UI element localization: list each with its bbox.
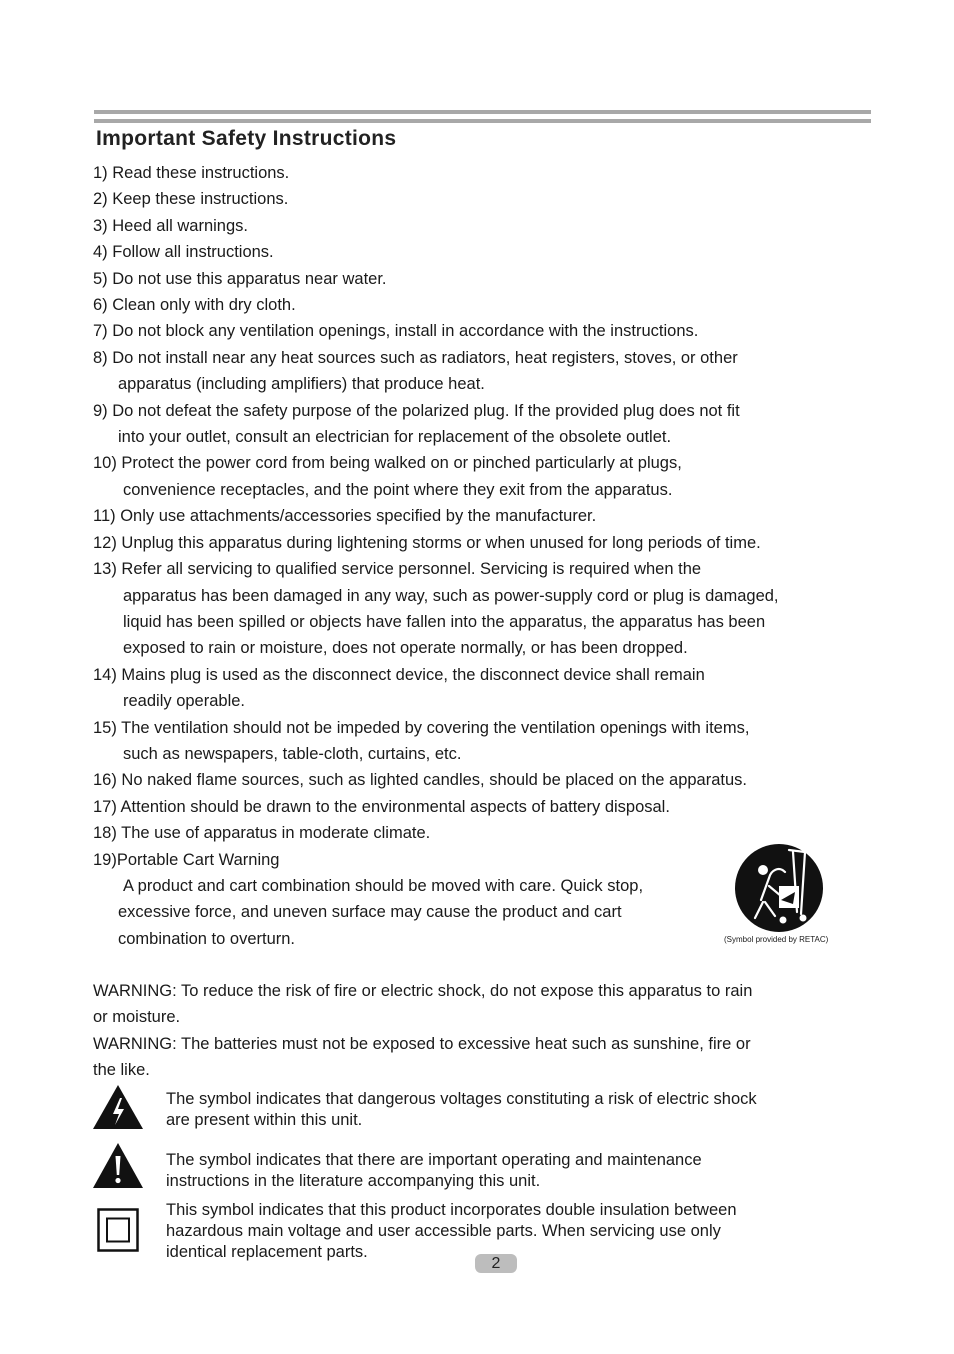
instruction-item: 5) Do not use this apparatus near water. [93, 269, 387, 288]
instruction-item: 1) Read these instructions. [93, 164, 290, 182]
instruction-item: 15) The ventilation should not be impeded by covering the ventilation openings with items, [93, 718, 750, 737]
warning-line: or moisture. [93, 1008, 181, 1027]
instruction-item: 12) Unplug this apparatus during lightening storms or when unused for long periods of time. [93, 533, 761, 552]
instruction-item: 17) Attention should be drawn to the environmental aspects of battery disposal. [93, 797, 670, 816]
warning-line: WARNING: To reduce the risk of fire or electric shock, do not expose this apparatus to rain [93, 982, 753, 1000]
symbol-text-line: instructions in the literature accompanying this unit. [166, 1172, 541, 1190]
symbol-text-line: hazardous main voltage and user accessible parts. When servicing use only [166, 1222, 721, 1240]
symbol-text-line: The symbol indicates that dangerous voltages constituting a risk of electric shock [166, 1090, 757, 1108]
instruction-item: 7) Do not block any ventilation openings, install in accordance with the instructions. [93, 322, 699, 341]
lightning-triangle-icon [92, 1084, 144, 1130]
instruction-list [93, 160, 883, 873]
instruction-item: 16) No naked flame sources, such as lighted candles, should be placed on the apparatus. [93, 771, 747, 790]
symbol-text-line: are present within this unit. [166, 1111, 363, 1129]
instruction-item: 11) Only use attachments/accessories specified by the manufacturer. [93, 507, 597, 526]
cart-symbol-caption: (Symbol provided by RETAC) [724, 935, 829, 944]
instruction-continuation: such as newspapers, table-cloth, curtains, etc. [123, 744, 462, 763]
cart-warning-text [118, 873, 738, 952]
instruction-item: 13) Refer all servicing to qualified service personnel. Servicing is required when the [93, 560, 702, 579]
warning-block [93, 978, 873, 1084]
exclamation-symbol-text [166, 1150, 866, 1192]
instruction-item: 14) Mains plug is used as the disconnect device, the disconnect device shall remain [93, 665, 705, 684]
lightning-symbol-text [166, 1089, 866, 1131]
top-rule-second [94, 119, 871, 123]
warning-line: the like. [93, 1061, 150, 1080]
instruction-item: 2) Keep these instructions. [93, 190, 289, 209]
page-title: Important Safety Instructions [96, 127, 397, 150]
warning-line: WARNING: The batteries must not be exposed to excessive heat such as sunshine, fire or [93, 1034, 751, 1053]
exclamation-triangle-icon [92, 1142, 144, 1189]
symbol-text-line: identical replacement parts. [166, 1243, 368, 1261]
instruction-item: 10) Protect the power cord from being walked on or pinched particularly at plugs, [93, 454, 682, 473]
instruction-item: 19)Portable Cart Warning [93, 850, 280, 869]
double-square-icon [97, 1208, 139, 1252]
symbol-text-line: The symbol indicates that there are important operating and maintenance [166, 1151, 702, 1169]
instruction-item: 6) Clean only with dry cloth. [93, 296, 296, 315]
top-rule [94, 110, 871, 114]
instruction-continuation: liquid has been spilled or objects have fallen into the apparatus, the apparatus has been [123, 612, 766, 631]
double-insulation-symbol-text [166, 1200, 866, 1263]
instruction-continuation: exposed to rain or moisture, does not operate normally, or has been dropped. [123, 639, 688, 658]
cart-warning-line: A product and cart combination should be moved with care. Quick stop, [123, 877, 644, 895]
instruction-continuation: convenience receptacles, and the point where they exit from the apparatus. [123, 480, 673, 499]
cart-warning-line: excessive force, and uneven surface may cause the product and cart [118, 903, 622, 922]
instruction-continuation: apparatus has been damaged in any way, such as power-supply cord or plug is damaged, [123, 586, 779, 605]
instruction-continuation: into your outlet, consult an electrician for replacement of the obsolete outlet. [118, 428, 672, 447]
instruction-continuation: apparatus (including amplifiers) that produce heat. [118, 375, 485, 394]
cart-warning-line: combination to overturn. [118, 929, 296, 948]
instruction-item: 3) Heed all warnings. [93, 216, 248, 235]
instruction-continuation: readily operable. [123, 692, 245, 711]
instruction-item: 4) Follow all instructions. [93, 243, 274, 262]
page-number: 2 [475, 1254, 517, 1273]
instruction-item: 8) Do not install near any heat sources such as radiators, heat registers, stoves, or other [93, 348, 738, 367]
instruction-item: 9) Do not defeat the safety purpose of the polarized plug. If the provided plug does not fit [93, 401, 740, 420]
symbol-text-line: This symbol indicates that this product incorporates double insulation between [166, 1201, 737, 1219]
cart-tip-over-icon [731, 842, 827, 934]
instruction-item: 18) The use of apparatus in moderate climate. [93, 824, 431, 843]
